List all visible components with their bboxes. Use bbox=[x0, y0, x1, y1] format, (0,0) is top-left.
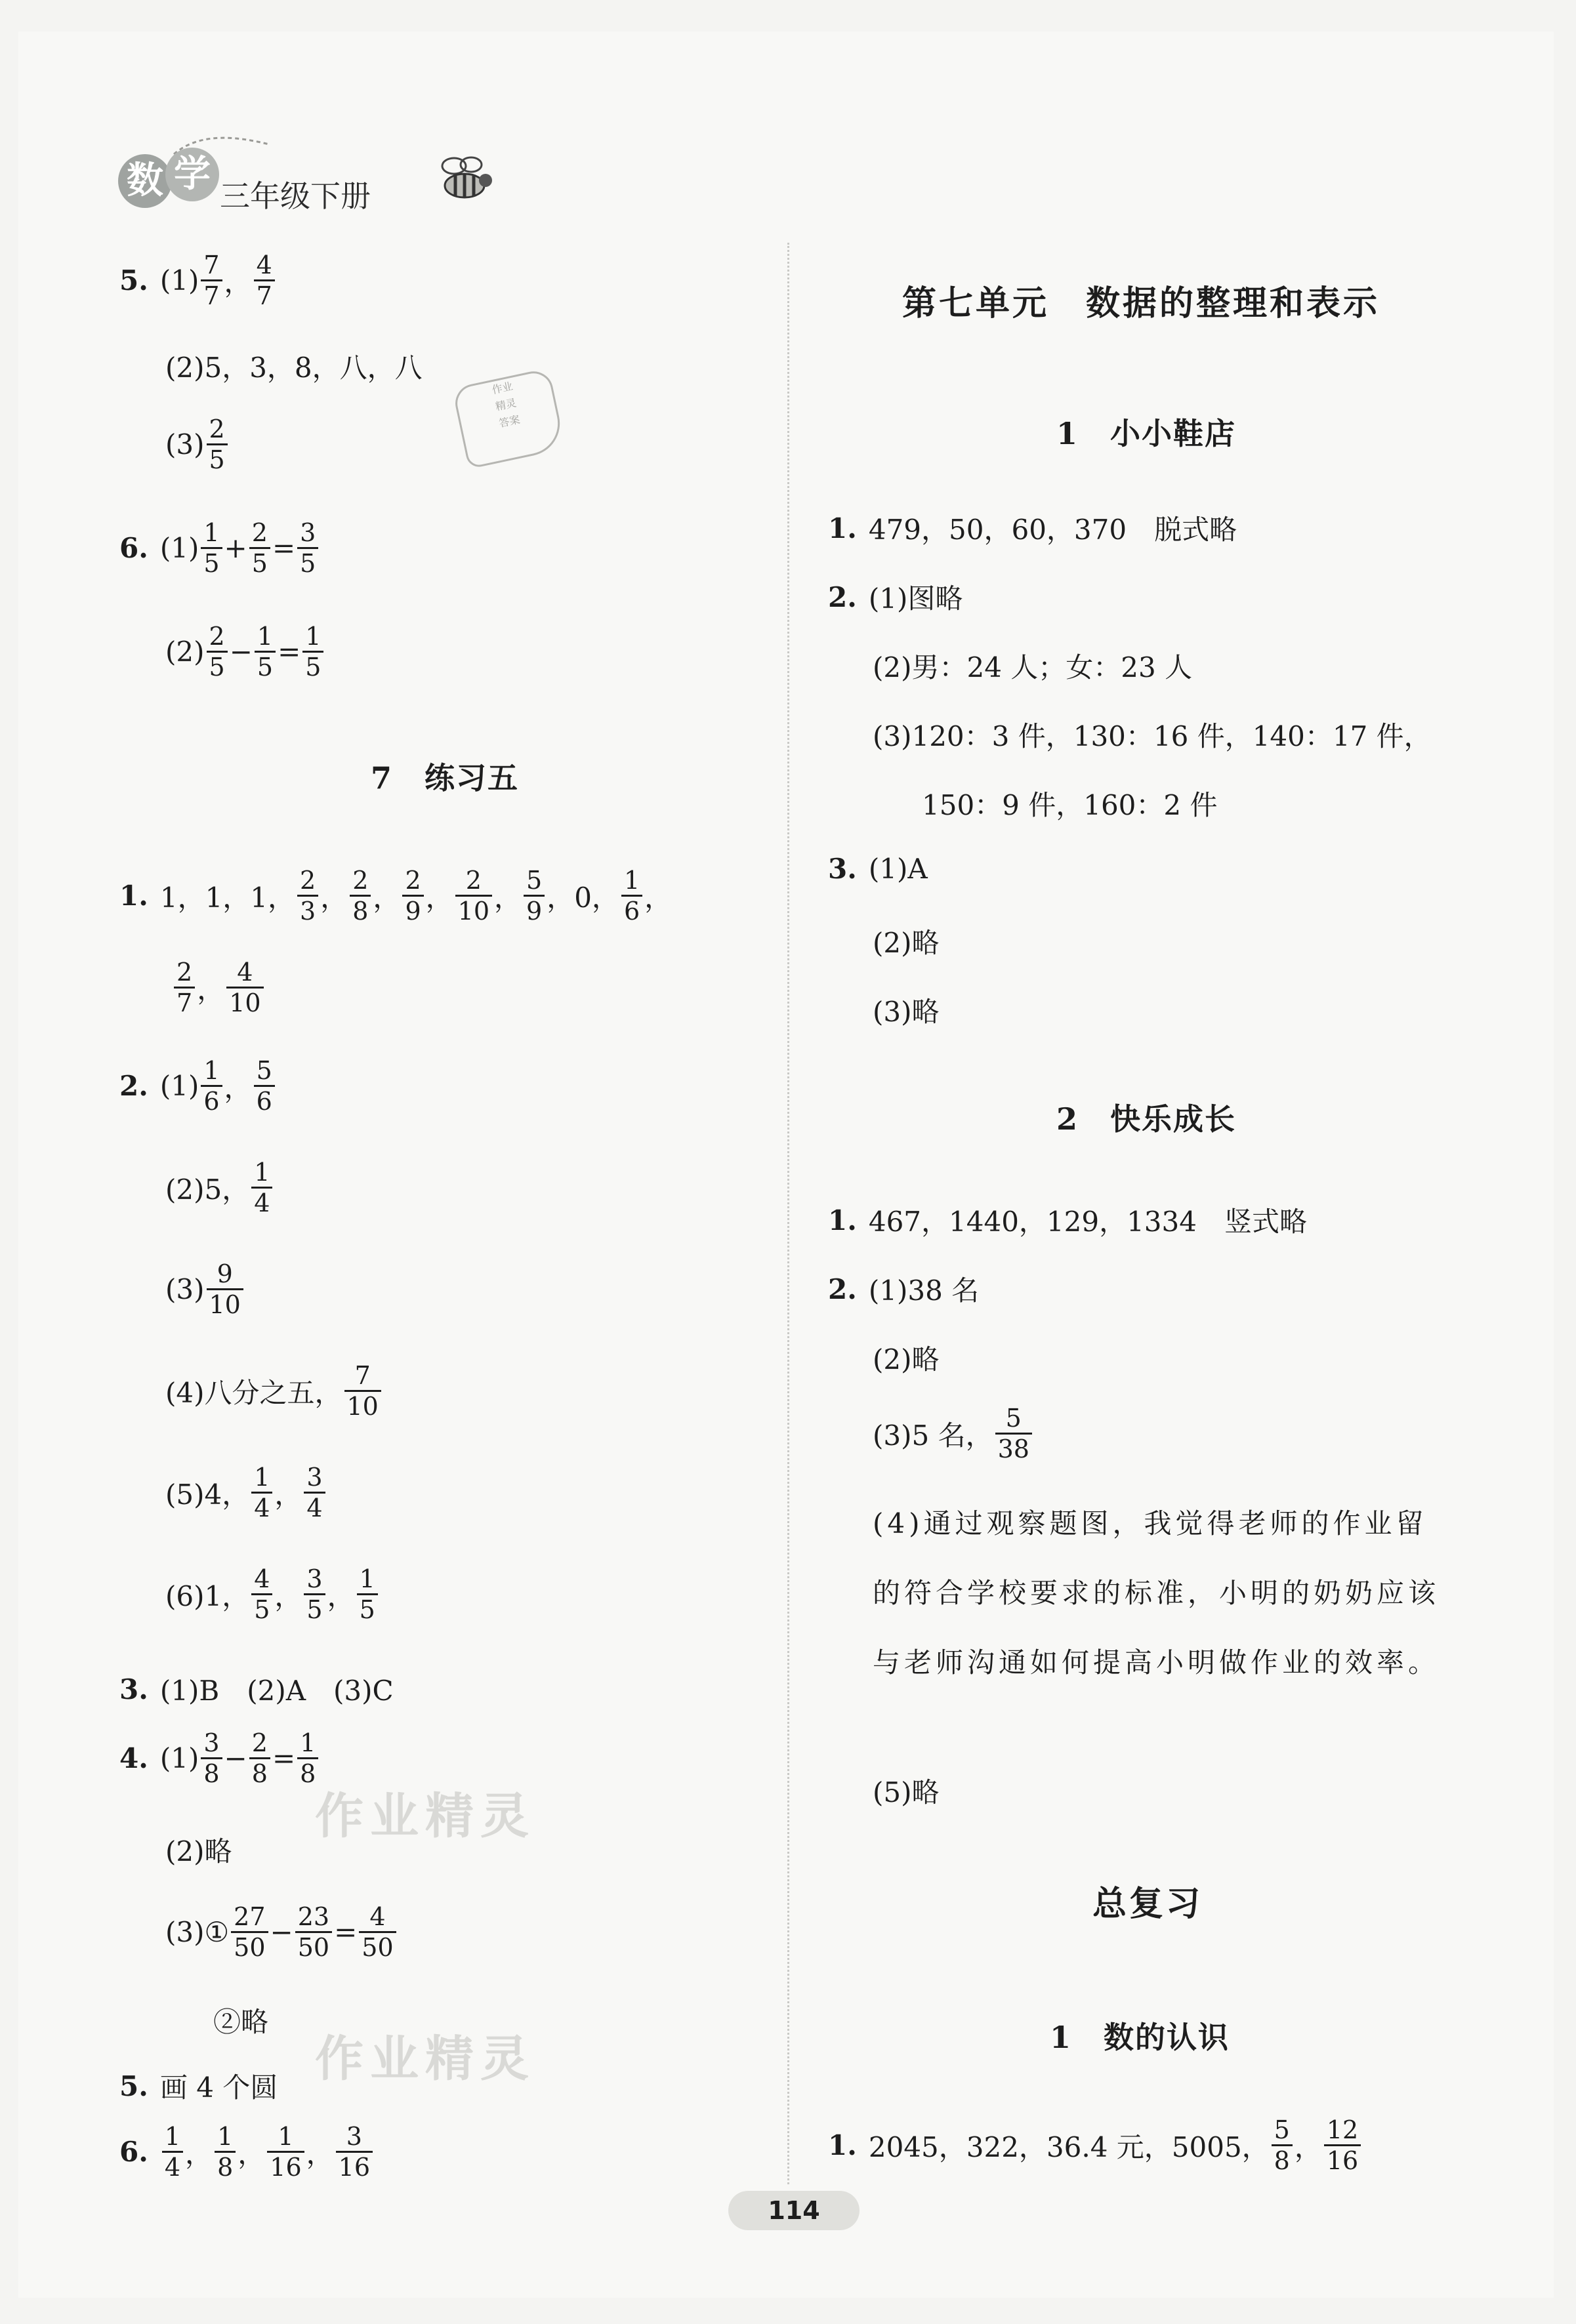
bee-icon bbox=[433, 154, 499, 207]
answer-text: (1)图略 bbox=[868, 582, 963, 615]
fraction: $\frac{1}{8}$ bbox=[215, 2122, 236, 2182]
fraction: $\frac{1}{8}$ bbox=[297, 1728, 318, 1788]
question-number: 2. bbox=[828, 581, 857, 613]
right-b1 bbox=[828, 1200, 1307, 1240]
answer-text: (3)5 名， bbox=[873, 1419, 993, 1452]
fraction: $\frac{4}{7}$ bbox=[254, 251, 275, 310]
answer-text: (1)38 名 bbox=[868, 1274, 980, 1307]
left-e1-line1: 1. 1，1，1， $\frac{2}{3}$ ， $\frac{2}{8}$ ， $\frac{2}{9}$ ， $\frac{2}{10}$ ， $\frac{5}{9}$ ，0， $\frac{1}{6}$ ， bbox=[119, 866, 673, 926]
answer-text: (1)A bbox=[868, 853, 928, 885]
fraction: $\frac{23}{50}$ bbox=[295, 1902, 332, 1962]
watermark: 作业精灵 bbox=[315, 1788, 535, 1845]
part-label: (1) bbox=[159, 1070, 199, 1102]
fraction: $\frac{5}{9}$ bbox=[524, 866, 545, 926]
section-heading-7: 7 练习五 bbox=[371, 760, 520, 796]
part-label: (2)5， bbox=[165, 1173, 250, 1206]
fraction: $\frac{1}{6}$ bbox=[621, 866, 642, 926]
right-b2-part4: (4)通过观察题图，我觉得老师的作业留的符合学校要求的标准，小明的奶奶应该与老师沟通如何提高小明做作业的效率。 bbox=[873, 1507, 1440, 1679]
answer-text: ，0， bbox=[547, 881, 619, 914]
fraction: $\frac{2}{5}$ bbox=[207, 415, 228, 474]
question-number: 6. bbox=[119, 2136, 148, 2168]
answer-text: 1，1，1， bbox=[159, 881, 296, 914]
operator: + bbox=[224, 532, 247, 564]
question-number: 5. bbox=[119, 264, 148, 296]
right-a3-part3: (3)略 bbox=[873, 996, 940, 1028]
section-heading-3: 1 数的认识 bbox=[1050, 2020, 1230, 2055]
part-label: (1) bbox=[159, 532, 199, 564]
fraction: $\frac{1}{5}$ bbox=[302, 622, 323, 682]
fraction: $\frac{3}{8}$ bbox=[201, 1728, 222, 1788]
left-e4-part3 bbox=[165, 1902, 398, 1962]
column-divider bbox=[787, 243, 789, 2184]
fraction: $\frac{5}{6}$ bbox=[254, 1056, 275, 1116]
left-e2-part2 bbox=[165, 1158, 274, 1217]
fraction: $\frac{7}{10}$ bbox=[344, 1361, 381, 1421]
fraction: $\frac{2}{10}$ bbox=[455, 866, 492, 926]
fraction: $\frac{1}{5}$ bbox=[201, 518, 222, 578]
fraction: $\frac{3}{4}$ bbox=[304, 1463, 325, 1522]
fraction: $\frac{1}{4}$ bbox=[251, 1158, 272, 1217]
fraction: $\frac{2}{9}$ bbox=[402, 866, 423, 926]
question-number: 4. bbox=[119, 1742, 148, 1774]
part-label: (3) bbox=[165, 1273, 205, 1305]
left-q5-part3 bbox=[165, 415, 230, 474]
right-a2-part2: (2)男：24 人；女：23 人 bbox=[873, 651, 1193, 683]
grade-label: 三年级下册 bbox=[220, 178, 371, 214]
right-a2-part3: (3)120：3 件，130：16 件，140：17 件， bbox=[873, 720, 1432, 752]
answer-text: 467，1440，129，1334 竖式略 bbox=[868, 1206, 1307, 1238]
question-number: 2. bbox=[828, 1273, 857, 1305]
fraction: $\frac{3}{5}$ bbox=[304, 1564, 325, 1624]
fraction: $\frac{2}{3}$ bbox=[297, 866, 318, 926]
equals-sign: = bbox=[272, 1742, 296, 1774]
equals-sign: = bbox=[272, 532, 296, 564]
left-e5 bbox=[119, 2066, 278, 2106]
right-a1 bbox=[828, 508, 1237, 548]
question-number: 1. bbox=[828, 1204, 857, 1236]
fraction: $\frac{12}{16}$ bbox=[1324, 2115, 1361, 2175]
part-label: (5)4， bbox=[165, 1478, 250, 1511]
part-label: (6)1， bbox=[165, 1580, 250, 1612]
fraction: $\frac{2}{8}$ bbox=[350, 866, 371, 926]
left-e2-part3 bbox=[165, 1259, 245, 1319]
left-q6-part1 bbox=[119, 518, 320, 578]
part-label: (1) bbox=[159, 264, 199, 296]
right-b2-part1 bbox=[828, 1269, 979, 1309]
equals-sign: = bbox=[334, 1916, 358, 1948]
left-e6: 6. $\frac{1}{4}$ ， $\frac{1}{8}$ ， $\frac{1}{16}$ ， $\frac{3}{16}$ bbox=[119, 2122, 375, 2182]
part-label: (4)八分之五， bbox=[165, 1376, 342, 1409]
fraction: $\frac{2}{5}$ bbox=[249, 518, 270, 578]
fraction: $\frac{4}{50}$ bbox=[359, 1902, 396, 1962]
review-heading: 总复习 bbox=[1092, 1885, 1203, 1924]
question-number: 1. bbox=[119, 880, 148, 912]
answer-text: (1)B (2)A (3)C bbox=[159, 1675, 394, 1707]
left-q5-part2: (2)5，3，8，八，八 bbox=[165, 352, 423, 384]
right-b2-part2: (2)略 bbox=[873, 1343, 940, 1376]
fraction: $\frac{1}{16}$ bbox=[267, 2122, 304, 2182]
left-e2-part4 bbox=[165, 1361, 383, 1421]
section-heading-1: 1 小小鞋店 bbox=[1056, 416, 1237, 451]
fraction: $\frac{1}{5}$ bbox=[255, 622, 276, 682]
part-label: (1) bbox=[159, 1742, 199, 1774]
fraction: $\frac{3}{16}$ bbox=[336, 2122, 373, 2182]
fraction: $\frac{9}{10}$ bbox=[207, 1259, 243, 1319]
left-q5-part1: 5. (1) $\frac{7}{7}$ ， $\frac{4}{7}$ bbox=[119, 251, 277, 310]
left-e2-part5: (5)4， $\frac{1}{4}$ ， $\frac{3}{4}$ bbox=[165, 1463, 327, 1522]
fraction: $\frac{7}{7}$ bbox=[201, 251, 222, 310]
unit-heading: 第七单元 数据的整理和表示 bbox=[902, 284, 1380, 323]
fraction: $\frac{1}{4}$ bbox=[162, 2122, 183, 2182]
fraction: $\frac{2}{7}$ bbox=[174, 958, 195, 1017]
part-label: (3) bbox=[165, 428, 205, 460]
fraction: $\frac{2}{5}$ bbox=[207, 622, 228, 682]
operator: − bbox=[229, 636, 253, 668]
right-b2-part5: (5)略 bbox=[873, 1776, 940, 1808]
left-e2-part6: (6)1， $\frac{4}{5}$ ， $\frac{3}{5}$ ， $\frac{1}{5}$ bbox=[165, 1564, 380, 1624]
right-a3-part2: (2)略 bbox=[873, 927, 940, 959]
fraction: $\frac{5}{38}$ bbox=[995, 1404, 1032, 1463]
fraction: $\frac{1}{6}$ bbox=[201, 1056, 222, 1116]
left-e1-line2: $\frac{2}{7}$ ， $\frac{4}{10}$ bbox=[172, 958, 266, 1017]
operator: − bbox=[270, 1916, 293, 1948]
left-e2-part1: 2. (1) $\frac{1}{6}$ ， $\frac{5}{6}$ bbox=[119, 1056, 277, 1116]
left-e4-part3b: ②略 bbox=[213, 2006, 269, 2038]
fraction: $\frac{4}{5}$ bbox=[251, 1564, 272, 1624]
right-b2-part3 bbox=[873, 1404, 1034, 1463]
fraction: $\frac{3}{5}$ bbox=[297, 518, 318, 578]
answer-text: 2045，322，36.4 元，5005， bbox=[868, 2130, 1270, 2163]
right-a2-part3b: 150：9 件，160：2 件 bbox=[922, 789, 1218, 821]
question-number: 5. bbox=[119, 2069, 148, 2102]
watermark: 作业精灵 bbox=[315, 2031, 535, 2087]
right-a2-part1 bbox=[828, 577, 963, 617]
left-q6-part2 bbox=[165, 622, 325, 682]
left-e3 bbox=[119, 1669, 394, 1709]
answer-text: 画 4 个圆 bbox=[159, 2071, 278, 2104]
question-number: 3. bbox=[119, 1673, 148, 1705]
question-number: 1. bbox=[828, 512, 857, 544]
left-e4-part2: (2)略 bbox=[165, 1835, 232, 1867]
question-number: 6. bbox=[119, 532, 148, 564]
fraction: $\frac{5}{8}$ bbox=[1272, 2115, 1293, 2175]
subject-bubble-1: 数 bbox=[118, 154, 172, 208]
question-number: 2. bbox=[119, 1070, 148, 1102]
part-label: (2) bbox=[165, 636, 205, 668]
operator: − bbox=[224, 1742, 247, 1774]
fraction: $\frac{4}{10}$ bbox=[226, 958, 263, 1017]
question-number: 3. bbox=[828, 853, 857, 885]
fraction: $\frac{2}{8}$ bbox=[249, 1728, 270, 1788]
answer-stamp: 作业 精灵 答案 bbox=[452, 368, 566, 470]
left-e4-part1 bbox=[119, 1728, 320, 1788]
section-heading-2: 2 快乐成长 bbox=[1056, 1101, 1237, 1137]
part-label: (3)① bbox=[165, 1916, 230, 1948]
equals-sign: = bbox=[278, 636, 301, 668]
subject-bubble-2: 学 bbox=[165, 148, 219, 201]
page-number: 114 bbox=[728, 2191, 860, 2230]
fraction: $\frac{1}{4}$ bbox=[251, 1463, 272, 1522]
fraction: $\frac{27}{50}$ bbox=[231, 1902, 268, 1962]
fraction: $\frac{1}{5}$ bbox=[357, 1564, 378, 1624]
answer-text: 479，50，60，370 脱式略 bbox=[868, 514, 1237, 546]
right-c1: 1. 2045，322，36.4 元，5005， $\frac{5}{8}$ ， $\frac{12}{16}$ bbox=[828, 2115, 1363, 2175]
question-number: 1. bbox=[828, 2129, 857, 2161]
right-a3-part1 bbox=[828, 853, 928, 885]
